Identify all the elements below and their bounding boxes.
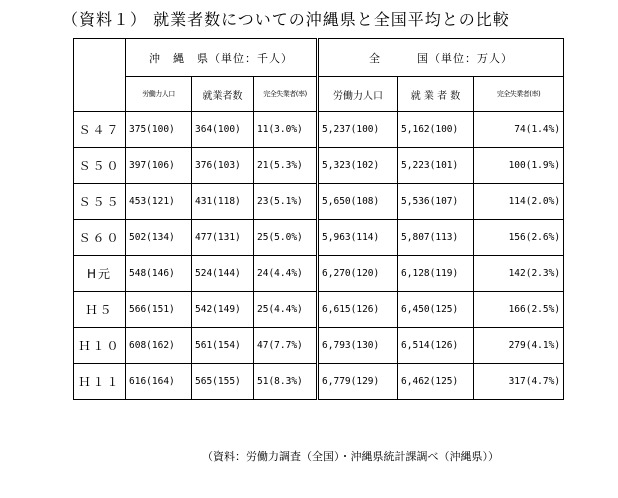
okinawa-labor-force-cell: 616(164) [126,364,192,400]
header-national-employed: 就 業 者 数 [398,77,474,112]
okinawa-labor-force-cell: 397(106) [126,148,192,184]
national-employed-cell: 5,162(100) [398,112,474,148]
okinawa-employed-cell: 561(154) [192,328,254,364]
national-unemployed-cell: 166(2.5%) [474,292,564,328]
column-header-row [74,77,564,112]
national-employed-cell: 5,223(101) [398,148,474,184]
employment-comparison-table [73,38,564,400]
source-note: （資料：労働力調査（全国）・沖縄県統計課調べ（沖縄県）） [202,450,499,463]
okinawa-employed-cell: 524(144) [192,256,254,292]
group-header-row [74,39,564,77]
table-row [74,148,564,184]
year-cell: Ｓ６０ [74,220,126,256]
header-okinawa-unemployed: 完全失業者(率) [254,77,318,112]
okinawa-unemployed-cell: 25(5.0%) [254,220,318,256]
year-cell: Ｓ５５ [74,184,126,220]
national-labor-force-cell: 6,270(120) [318,256,398,292]
national-labor-force-cell: 5,237(100) [318,112,398,148]
national-employed-cell: 5,807(113) [398,220,474,256]
okinawa-unemployed-cell: 51(8.3%) [254,364,318,400]
national-employed-cell: 6,462(125) [398,364,474,400]
table-row [74,256,564,292]
national-employed-cell: 6,450(125) [398,292,474,328]
okinawa-labor-force-cell: 566(151) [126,292,192,328]
document-title: （資料１） 就業者数についての沖縄県と全国平均との比較 [62,10,510,29]
national-unemployed-cell: 156(2.6%) [474,220,564,256]
okinawa-employed-cell: 376(103) [192,148,254,184]
okinawa-labor-force-cell: 502(134) [126,220,192,256]
table-row [74,364,564,400]
header-national-labor-force: 労働力人口 [318,77,398,112]
okinawa-employed-cell: 565(155) [192,364,254,400]
year-cell: Ｈ１１ [74,364,126,400]
national-employed-cell: 6,128(119) [398,256,474,292]
okinawa-employed-cell: 431(118) [192,184,254,220]
national-unemployed-cell: 142(2.3%) [474,256,564,292]
year-cell: H元 [74,256,126,292]
national-labor-force-cell: 6,779(129) [318,364,398,400]
national-employed-cell: 6,514(126) [398,328,474,364]
okinawa-unemployed-cell: 11(3.0%) [254,112,318,148]
year-cell: Ｓ４７ [74,112,126,148]
corner-cell [74,39,126,112]
national-employed-cell: 5,536(107) [398,184,474,220]
national-labor-force-cell: 5,323(102) [318,148,398,184]
national-unemployed-cell: 114(2.0%) [474,184,564,220]
header-okinawa-employed: 就業者数 [192,77,254,112]
okinawa-unemployed-cell: 24(4.4%) [254,256,318,292]
table-row [74,328,564,364]
table-row [74,220,564,256]
okinawa-unemployed-cell: 23(5.1%) [254,184,318,220]
year-cell: Ｈ１０ [74,328,126,364]
okinawa-unemployed-cell: 21(5.3%) [254,148,318,184]
national-unemployed-cell: 100(1.9%) [474,148,564,184]
national-group-header: 全 国（単位：万人） [318,39,564,77]
okinawa-group-header: 沖 縄 県（単位：千人） [126,39,318,77]
table-row [74,112,564,148]
national-labor-force-cell: 5,650(108) [318,184,398,220]
header-okinawa-labor-force: 労働力人口 [126,77,192,112]
national-unemployed-cell: 74(1.4%) [474,112,564,148]
table-row [74,292,564,328]
year-cell: Ｓ５０ [74,148,126,184]
okinawa-unemployed-cell: 47(7.7%) [254,328,318,364]
okinawa-labor-force-cell: 453(121) [126,184,192,220]
national-unemployed-cell: 279(4.1%) [474,328,564,364]
okinawa-labor-force-cell: 608(162) [126,328,192,364]
header-national-unemployed: 完全失業者(率) [474,77,564,112]
okinawa-labor-force-cell: 548(146) [126,256,192,292]
national-labor-force-cell: 6,615(126) [318,292,398,328]
year-cell: Ｈ５ [74,292,126,328]
okinawa-employed-cell: 542(149) [192,292,254,328]
okinawa-employed-cell: 364(100) [192,112,254,148]
national-labor-force-cell: 5,963(114) [318,220,398,256]
okinawa-employed-cell: 477(131) [192,220,254,256]
table-row [74,184,564,220]
okinawa-labor-force-cell: 375(100) [126,112,192,148]
national-labor-force-cell: 6,793(130) [318,328,398,364]
national-unemployed-cell: 317(4.7%) [474,364,564,400]
okinawa-unemployed-cell: 25(4.4%) [254,292,318,328]
